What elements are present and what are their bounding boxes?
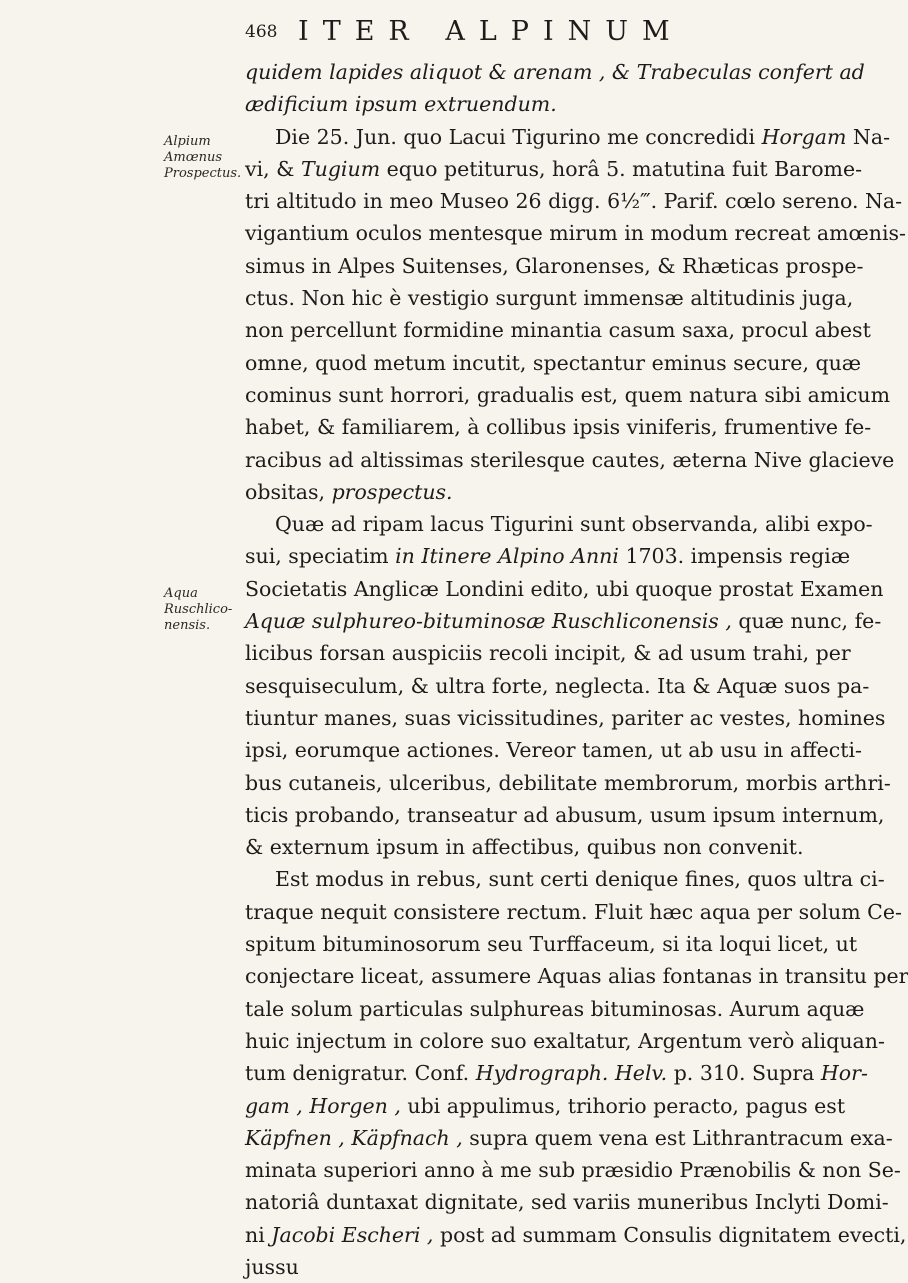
text-line — [245, 831, 804, 863]
text-segment: cominus sunt horrori, gradualis est, quem natura sibi amicum — [245, 382, 891, 407]
text-line — [245, 347, 862, 379]
text-segment: equo petiturus, horâ 5. matutina fuit Barome- — [380, 156, 863, 181]
text-line — [245, 605, 882, 637]
text-segment: ctus. Non hic è vestigio surgunt immensæ altitudinis juga, — [245, 286, 854, 311]
text-segment: ipsi, eorumque actiones. Vereor tamen, ut ab usu in affecti- — [245, 738, 862, 763]
italic-text: ædificium ipsum extruendum. — [245, 92, 557, 117]
text-line — [245, 1122, 893, 1154]
text-line — [245, 1219, 907, 1251]
text-segment: vigantium oculos mentesque mirum in modum recreat amœnis- — [245, 221, 906, 246]
margin-note-alpium — [164, 134, 242, 182]
text-segment: simus in Alpes Suitenses, Glaronenses, & Rhæticas prospe- — [245, 253, 864, 278]
text-segment: licibus forsan auspiciis recoli incipit, & ad usum trahi, per — [245, 641, 851, 666]
page-number: 468 — [245, 22, 278, 42]
text-segment: habet, & familiarem, à collibus ipsis viniferis, frumentive fe- — [245, 415, 872, 440]
margin-note-aqua — [164, 586, 242, 634]
text-line — [245, 637, 851, 669]
text-segment: Est modus in rebus, sunt certi denique fines, quos ultra ci- — [275, 867, 885, 892]
text-line — [245, 670, 870, 702]
running-header — [245, 16, 845, 47]
text-segment: bus cutaneis, ulceribus, debilitate membrorum, morbis arthri- — [245, 770, 891, 795]
text-line — [245, 88, 775, 120]
italic-text: quidem lapides aliquot & arenam , & Trabeculas confert ad — [245, 60, 865, 84]
margin-note-line: Ruschlico- — [164, 602, 233, 617]
text-line — [245, 185, 903, 217]
italic-text: gam , Horgen , — [245, 1093, 401, 1118]
margin-note-line: Aqua — [164, 586, 198, 601]
text-segment: post ad summam Consulis dignitatem evecti, — [433, 1222, 907, 1247]
text-segment: non percellunt formidine minantia casum saxa, procul abest — [245, 318, 871, 343]
text-segment: sesquiseculum, & ultra forte, neglecta. Ita & Aquæ suos pa- — [245, 673, 870, 698]
text-segment: omne, quod metum incutit, spectantur eminus secure, quæ — [245, 350, 862, 375]
italic-text: prospectus. — [331, 479, 453, 504]
text-line — [245, 1186, 889, 1218]
text-line — [245, 1251, 775, 1283]
text-segment: racibus ad altissimas sterilesque cautes, æterna Nive glacieve — [245, 447, 895, 472]
italic-text: Horgam — [761, 124, 847, 149]
text-segment: spitum bituminosorum seu Turffaceum, si ita loqui licet, ut — [245, 932, 858, 957]
text-line — [245, 863, 885, 895]
text-segment: Na- — [846, 124, 890, 149]
text-line — [245, 508, 873, 540]
text-line — [245, 960, 908, 992]
text-line — [245, 573, 884, 605]
text-line — [245, 734, 862, 766]
text-line — [245, 702, 886, 734]
text-line — [245, 444, 895, 476]
text-line — [245, 476, 775, 508]
text-segment: tum denigratur. Conf. — [245, 1061, 476, 1086]
text-segment: tale solum particulas sulphureas bituminosas. Aurum aquæ — [245, 996, 865, 1021]
italic-text: in Itinere Alpino Anni — [395, 544, 619, 569]
text-segment: quæ nunc, fe- — [731, 609, 882, 634]
text-line — [245, 799, 885, 831]
italic-text: Käpfnen , Käpfnach , — [245, 1125, 463, 1150]
margin-note-line: Alpium — [164, 134, 211, 149]
text-line — [245, 540, 851, 572]
text-segment: obsitas, — [245, 479, 332, 504]
text-segment: natoriâ duntaxat dignitate, sed variis muneribus Inclyti Domi- — [245, 1190, 889, 1215]
text-line — [245, 153, 863, 185]
italic-text: Jacobi Escheri , — [271, 1222, 434, 1247]
margin-note-line: Amœnus — [164, 150, 222, 165]
text-line — [245, 56, 865, 88]
margin-note-line: nensis. — [164, 618, 211, 633]
text-segment: sui, speciatim — [245, 544, 396, 569]
italic-text: Tugium — [300, 156, 381, 181]
italic-text: Aquæ sulphureo-bituminosæ Ruschliconensis , — [245, 609, 732, 634]
text-line — [245, 1154, 901, 1186]
text-segment: minata superiori anno à me sub præsidio Prænobilis & non Se- — [245, 1158, 901, 1183]
text-line — [245, 250, 864, 282]
text-segment: jussu — [245, 1254, 299, 1279]
margin-note-line: Prospectus. — [164, 166, 242, 181]
text-segment: traque nequit consistere rectum. Fluit hæc aqua per solum Ce- — [245, 899, 902, 924]
text-line — [245, 767, 891, 799]
text-segment: ni — [245, 1222, 272, 1247]
italic-text: Hydrograph. Helv. — [475, 1061, 668, 1086]
text-segment: ubi appulimus, trihorio peracto, pagus est — [400, 1093, 846, 1118]
text-segment: vi, & — [245, 156, 301, 181]
text-line — [245, 217, 906, 249]
text-segment: Die 25. Jun. quo Lacui Tigurino me concredidi — [275, 124, 762, 149]
text-segment: conjectare liceat, assumere Aquas alias fontanas in transitu per — [245, 964, 908, 989]
text-line — [245, 928, 858, 960]
text-line — [245, 896, 902, 928]
text-segment: & externum ipsum in affectibus, quibus non convenit. — [245, 835, 804, 860]
text-segment: Societatis Anglicæ Londini edito, ubi quoque prostat Examen — [245, 576, 884, 601]
text-line — [245, 121, 890, 153]
text-line — [245, 282, 854, 314]
italic-text: Hor- — [820, 1061, 868, 1086]
text-line — [245, 1025, 885, 1057]
text-segment: tri altitudo in meo Museo 26 digg. 6½‴. Parif. cœlo sereno. Na- — [245, 189, 903, 214]
text-segment: 1703. impensis regiæ — [618, 544, 851, 569]
body-text — [245, 56, 908, 1283]
text-segment: huic injectum in colore suo exaltatur, Argentum verò aliquan- — [245, 1028, 885, 1053]
text-line — [245, 411, 872, 443]
text-segment: p. 310. Supra — [667, 1061, 821, 1086]
running-title: ITER ALPINUM — [298, 16, 684, 47]
text-line — [245, 1090, 846, 1122]
text-line — [245, 1057, 868, 1089]
text-line — [245, 379, 891, 411]
text-line — [245, 314, 871, 346]
text-segment: supra quem vena est Lithrantracum exa- — [462, 1125, 893, 1150]
text-segment: ticis probando, transeatur ad abusum, usum ipsum internum, — [245, 802, 885, 827]
text-segment: Quæ ad ripam lacus Tigurini sunt observanda, alibi expo- — [275, 512, 873, 537]
text-segment: tiuntur manes, suas vicissitudines, pariter ac vestes, homines — [245, 705, 886, 730]
text-line — [245, 993, 865, 1025]
